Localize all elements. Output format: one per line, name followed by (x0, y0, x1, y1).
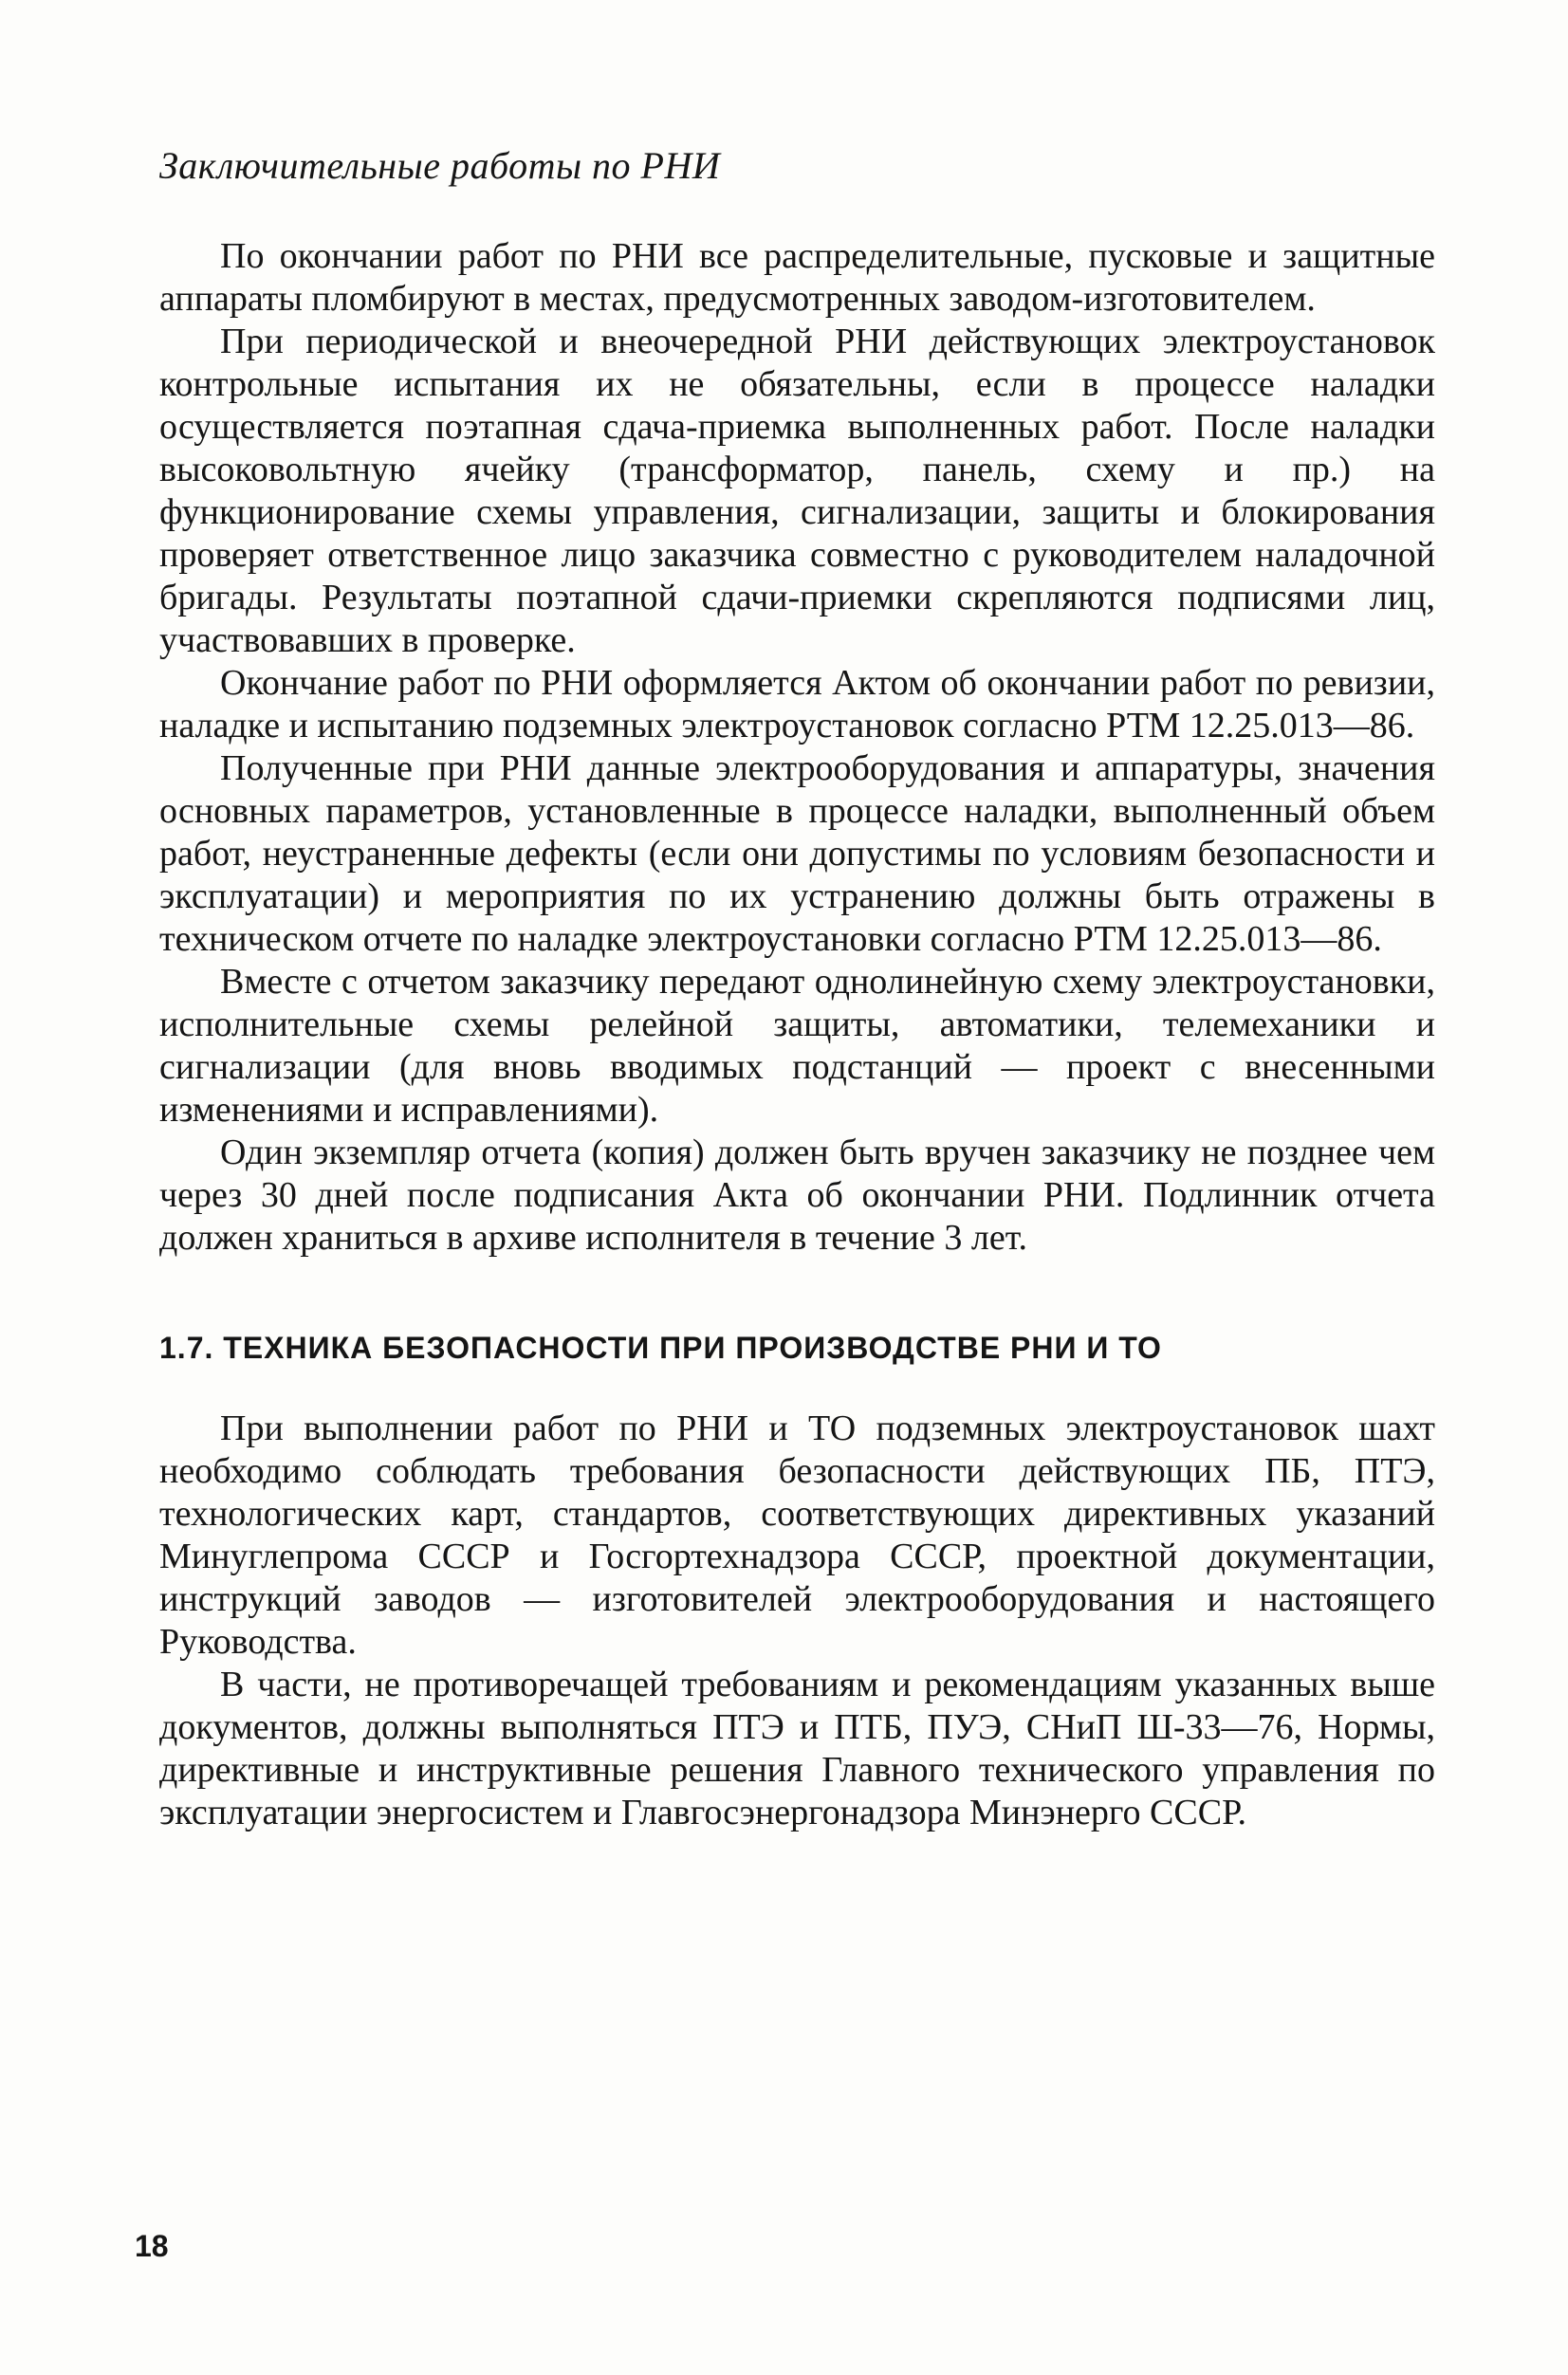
paragraph: Вместе с отчетом заказчику передают однолинейную схему электроустановки, исполнительные схемы релейной защиты, автоматики, телемеханики и сигнализации (для вновь вводимых подстанций — проект с внесенными изменениями и исправлениями). (159, 962, 1435, 1130)
paragraph: Один экземпляр отчета (копия) должен быть вручен заказчику не позднее чем через 30 дней после подписания Акта об окончании РНИ. Подлинник отчета должен храниться в архиве исполнителя в течение 3 лет. (159, 1132, 1435, 1258)
subheading: Заключительные работы по РНИ (159, 144, 721, 187)
section-heading: 1.7. ТЕХНИКА БЕЗОПАСНОСТИ ПРИ ПРОИЗВОДСТВЕ РНИ И ТО (159, 1331, 1162, 1365)
paragraph: При периодической и внеочередной РНИ действующих электроустановок контрольные испытания их не обязательны, если в процессе наладки осуществляется поэтапная сдача-приемка выполненных работ. После наладки высоковольтную ячейку (трансформатор, панель, схему и пр.) на функционирование схемы управления, сигнализации, защиты и блокирования проверяет ответственное лицо заказчика совместно с руководителем наладочной бригады. Результаты поэтапной сдачи-приемки скрепляются подписями лиц, участвовавших в проверке. (159, 322, 1435, 660)
paragraph: В части, не противоречащей требованиям и рекомендациям указанных выше документов, должны выполняться ПТЭ и ПТБ, ПУЭ, СНиП Ш-33—76, Нормы, директивные и инструктивные решения Главного технического управления по эксплуатации энергосистем и Главгосэнергонадзора Минэнерго СССР. (159, 1665, 1435, 1832)
paragraph: При выполнении работ по РНИ и ТО подземных электроустановок шахт необходимо соблюдать требования безопасности действующих ПБ, ПТЭ, технологических карт, стандартов, соответствующих директивных указаний Минуглепрома СССР и Госгортехнадзора СССР, проектной документации, инструкций заводов — изготовителей электрооборудования и настоящего Руководства. (159, 1408, 1435, 1662)
page-content (159, 142, 1435, 1834)
page-number: 18 (135, 2229, 169, 2263)
paragraph: Окончание работ по РНИ оформляется Актом об окончании работ по ревизии, наладке и испытанию подземных электроустановок согласно РТМ 12.25.013—86. (159, 663, 1435, 746)
paragraph: По окончании работ по РНИ все распределительные, пусковые и защитные аппараты пломбируют в местах, предусмотренных заводом-изготовителем. (159, 236, 1435, 319)
paragraph: Полученные при РНИ данные электрооборудования и аппаратуры, значения основных параметров, установленные в процессе наладки, выполненный объем работ, неустраненные дефекты (если они допустимы по условиям безопасности и эксплуатации) и мероприятия по их устранению должны быть отражены в техническом отчете по наладке электроустановки согласно РТМ 12.25.013—86. (159, 748, 1435, 959)
